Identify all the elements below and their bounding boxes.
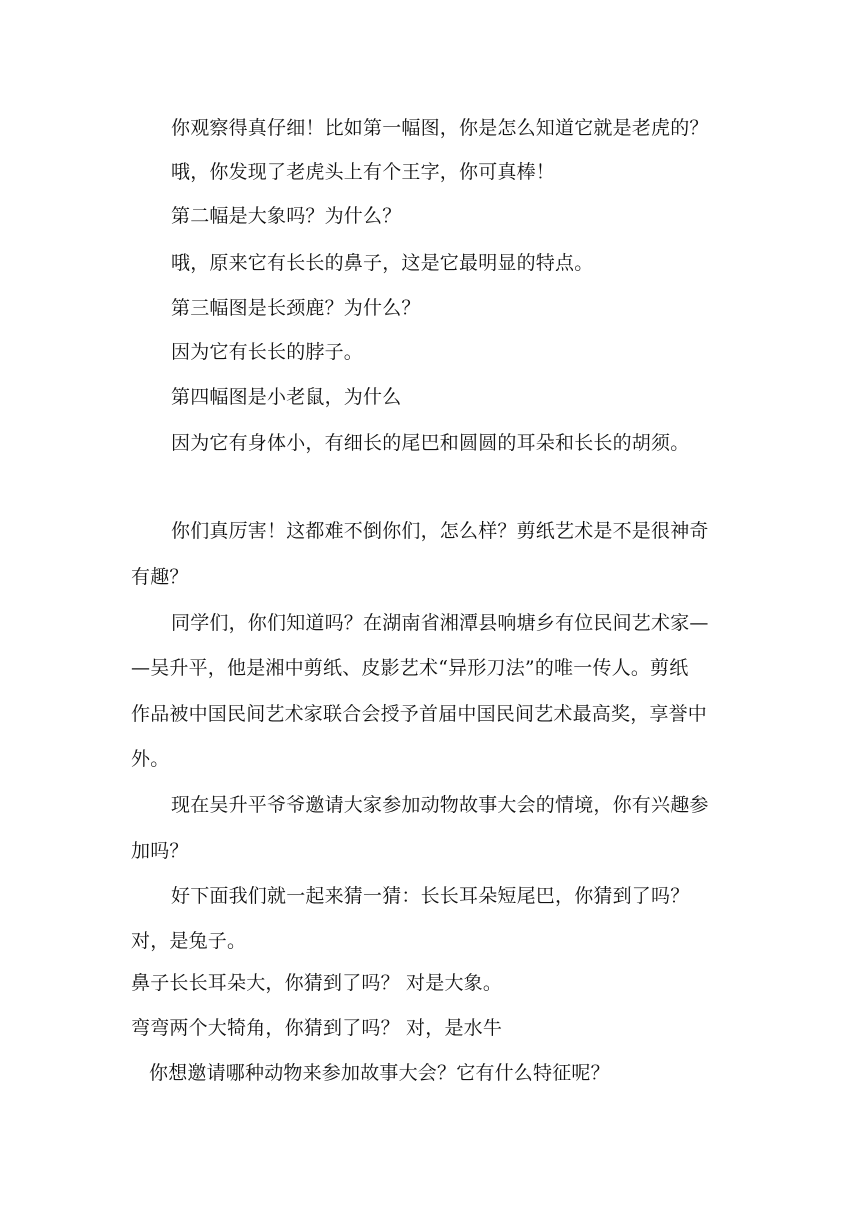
text-line: 因为它有身体小，有细长的尾巴和圆圆的耳朵和长长的胡须。: [171, 432, 690, 454]
text-line: —吴升平，他是湘中剪纸、皮影艺术“异形刀法”的唯一传人。剪纸: [131, 657, 689, 679]
text-line: 加吗？: [131, 840, 189, 862]
text-line: 你们真厉害！这都难不倒你们，怎么样？剪纸艺术是不是很神奇: [171, 520, 709, 542]
text-line: 好下面我们就一起来猜一猜：长长耳朵短尾巴，你猜到了吗？: [171, 885, 690, 907]
text-line: 因为它有长长的脖子。: [171, 341, 364, 363]
text-line: 有趣？: [131, 566, 189, 588]
text-line: 弯弯两个大犄角，你猜到了吗？ 对，是水牛: [131, 1017, 503, 1039]
text-line: 对，是兔子。: [131, 930, 247, 952]
text-line: 同学们，你们知道吗？在湖南省湘潭县响塘乡有位民间艺术家—: [171, 612, 709, 634]
text-line: 第四幅图是小老鼠，为什么: [171, 386, 402, 408]
text-line: 鼻子长长耳朵大，你猜到了吗？ 对是大象。: [131, 972, 503, 994]
text-line: 第三幅图是长颈鹿？为什么？: [171, 297, 421, 319]
text-line: 你想邀请哪种动物来参加故事大会？它有什么特征呢？: [149, 1062, 610, 1084]
text-line: 第二幅是大象吗？为什么？: [171, 205, 402, 227]
text-line: 哦，原来它有长长的鼻子，这是它最明显的特点。: [171, 252, 594, 274]
text-line: 现在吴升平爷爷邀请大家参加动物故事大会的情境，你有兴趣参: [171, 794, 709, 816]
text-line: 你观察得真仔细！比如第一幅图，你是怎么知道它就是老虎的？: [171, 117, 709, 139]
text-line: 哦，你发现了老虎头上有个王字，你可真棒！: [171, 161, 556, 183]
text-line: 外。: [131, 748, 170, 770]
text-line: 作品被中国民间艺术家联合会授予首届中国民间艺术最高奖，享誉中: [131, 703, 708, 725]
